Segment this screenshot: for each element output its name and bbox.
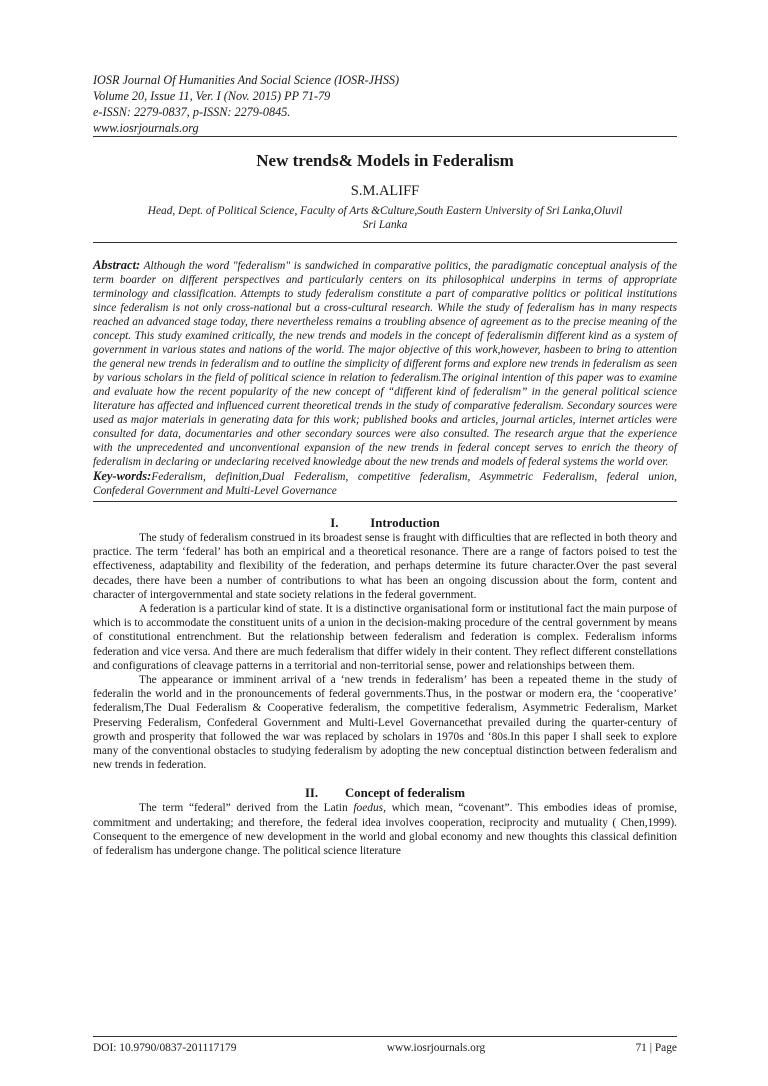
section-heading-introduction bbox=[93, 516, 677, 531]
paper-page bbox=[93, 72, 677, 858]
section-number: II. bbox=[304, 786, 319, 801]
footer-website[interactable]: www.iosrjournals.org bbox=[386, 1042, 486, 1054]
paper-title: New trends& Models in Federalism bbox=[256, 151, 514, 170]
affiliation-country: Sri Lanka bbox=[362, 219, 408, 231]
intro-paragraph-3: The appearance or imminent arrival of a ‘new trends in federalism’ has been a repeated theme in the study of federalin the world and in the pronouncements of federal governments.Thus, in the postwar or modern era, the ‘cooperative’ federalism,The Dual Federalism & Cooperative federalism, the competitive federalism, Asymmetric Federalism, Market Preserving Federalism, Confederal Government and Multi-Level Governancethat prevailed during the quarter-century of growth and prosperity that followed the war was replaced by scholars in 1970s and ‘80s.In this paper I shall seek to explore many of the conventional obstacles to studying federalism by adopting the new conceptual distinction between federalism and new trends in federation. bbox=[93, 674, 677, 772]
concept-paragraph-1 bbox=[93, 801, 677, 858]
keywords-text: Federalism, definition,Dual Federalism, competitive federalism, Asymmetric Federalism, federal union, Confederal Government and Multi-Level Governance bbox=[93, 471, 677, 497]
author-affiliation bbox=[93, 204, 677, 232]
footer-doi: DOI: 10.9790/0837-201117179 bbox=[93, 1042, 237, 1054]
section-title: Concept of federalism bbox=[344, 786, 466, 801]
affiliation-line: Head, Dept. of Political Science, Faculty of Arts &Culture,South Eastern University of Sri Lanka,Oluvil bbox=[147, 205, 623, 217]
section-heading-concept bbox=[93, 786, 677, 801]
footer-page-number: 71 | Page bbox=[635, 1042, 677, 1054]
header-rule bbox=[93, 136, 677, 137]
volume-info: Volume 20, Issue 11, Ver. I (Nov. 2015) PP 71-79 bbox=[93, 89, 331, 103]
journal-name: IOSR Journal Of Humanities And Social Science (IOSR-JHSS) bbox=[93, 73, 400, 87]
latin-term: foedus, bbox=[353, 802, 386, 815]
concept-text-start: The term “federal” derived from the Latin bbox=[139, 802, 354, 815]
intro-paragraph-2: A federation is a particular kind of state. It is a distinctive organisational form or institutional fact the main purpose of which is to accommodate the constituent units of a union in the decision-making procedure of the central government by means of constitutional entrenchment. But the relationship between federalism and federation is complex. Federalism informs federation and vice versa. And there are much federalism that differ widely in their content. They reflect different constellations and configurations of cleavage patterns in a territorial and non-territorial sense, power and relationships between them. bbox=[93, 603, 677, 672]
intro-paragraph-1: The study of federalism construed in its broadest sense is fraught with difficulties that are reflected in both theory and practice. The term ‘federal’ has both an empirical and a theoretical resonance. There are a range of factors poised to test the effectiveness, adaptability and flexibility of the federation, and perhaps determine its future character.Over the past several decades, there have been a number of contributions to what has been an ongoing discussion about the form, content and character of intergovernmental and state society relations in the federal government. bbox=[93, 532, 677, 601]
keywords-label: Key-words: bbox=[93, 469, 152, 483]
keywords bbox=[93, 469, 677, 501]
abstract-bottom-rule bbox=[93, 501, 677, 502]
section-title: Introduction bbox=[370, 516, 440, 530]
concept-text-rest: which mean, “covenant”. This embodies ideas of promise, commitment and undertaking; and therefore, the federal idea involves cooperation, reciprocity and mutuality ( Chen,1999). Consequent to the emergence of new development in the world and global economy and new thoughts this classical definition of federalism has undergone change. The political science literature bbox=[93, 802, 677, 858]
author-name: S.M.ALIFF bbox=[350, 183, 420, 199]
abstract-label: Abstract: bbox=[93, 258, 141, 272]
abstract-text: Although the word "federalism" is sandwiched in comparative politics, the paradigmatic conceptual analysis of the term boarder on different perspectives and particularly centers on its philosophical underpins in terms of appropriate terminology and classification. Attempts to study federalism constitute a part of comparative politics or political institutions since federalism is not only cross-national but a cross-cultural research. While the study of federalism has in many respects reached an advanced stage today, there nevertheless remains a troubling absence of agreement as to the precise meaning of the concept. This study examined critically, the new trends and models in the concept of federalismin different kind as a system of government in various states and nations of the world. The major objective of this work,however, hasbeen to bring to attention the general new trends in federalism and to outline the simplicity of different forms and explore new trends in federalism as seen by various scholars in the field of political science in relation to federalism.The original intention of this paper was to examine and evaluate how the recent popularity of the new concept of “different kind of federalism” in the general political science literature has affected and influenced current theoretical trends in the study of comparative federalism. Secondary sources were used as major materials in generating data for this work; published books and articles, journal articles, internet articles were consulted for data, documentaries and other secondary sources were also consulted. The research argue that the experience with the unprecedented and unconventional expansion of the new trends in federal concept serves to enrich the theory of federalism in declaring or undeclaring received knowledge about the new trends and models of federal systems the world over. bbox=[93, 260, 677, 468]
section-number: I. bbox=[330, 516, 339, 530]
abstract bbox=[93, 254, 677, 469]
abstract-top-rule bbox=[93, 242, 677, 243]
journal-header bbox=[93, 72, 677, 136]
page-footer bbox=[93, 1036, 677, 1054]
journal-website[interactable]: www.iosrjournals.org bbox=[93, 121, 199, 135]
issn-info: e-ISSN: 2279-0837, p-ISSN: 2279-0845. bbox=[93, 105, 291, 119]
